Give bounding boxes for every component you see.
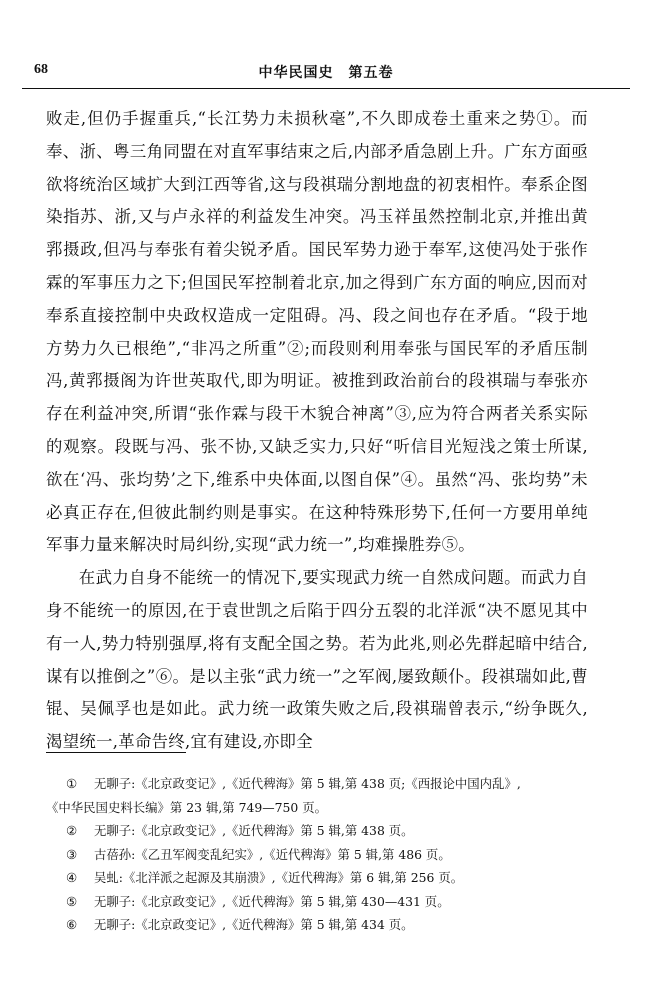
footnote-2: [46, 819, 588, 843]
footnote-mark: ④: [66, 870, 78, 885]
footnote-1-continuation: 《中华民国史料长编》第 23 辑,第 749—750 页。: [46, 799, 328, 815]
footnote-6: [46, 913, 588, 937]
header-rule: [22, 88, 630, 89]
footnote-text: 无聊子:《北京政变记》,《近代稗海》第 5 辑,第 430—431 页。: [94, 893, 450, 909]
body-text: [46, 103, 588, 759]
footnote-text: 吴虬:《北洋派之起源及其崩溃》,《近代稗海》第 6 辑,第 256 页。: [94, 870, 464, 885]
paragraph-1: 败走,但仍手握重兵,“长江势力未损秋毫”,不久即成卷土重来之势①。而奉、浙、粤三角同盟在对直军事结束之后,内部矛盾急剧上升。广东方面亟欲将统治区域扩大到江西等省,这与段祺瑞分割地盘的初衷相忤。奉系企图染指苏、浙,又与卢永祥的利益发生冲突。冯玉祥虽然控制北京,并推出黄郛摄政,但冯与奉张有着尖锐矛盾。国民军势力逊于奉军,这使冯处于张作霖的军事压力之下;但国民军控制着北京,加之得到广东方面的响应,因而对奉系直接控制中央政权造成一定阻碍。冯、段之间也存在矛盾。“段于地方势力久已根绝”,“非冯之所重”②;而段则利用奉张与国民军的矛盾压制冯,黄郛摄阁为许世英取代,即为明证。被推到政治前台的段祺瑞与奉张亦存在利益冲突,所谓“张作霖与段干木貌合神离”③,应为符合两者关系实际的观察。段既与冯、张不协,又缺乏实力,只好“听信目光短浅之策士所谋,欲在‘冯、张均势’之下,维系中央体面,以图自保”④。虽然“冯、张均势”未必真正存在,但彼此制约则是事实。在这种特殊形势下,任何一方要用单纯军事力量来解决时局纠纷,实现“武力统一”,均难操胜券⑤。: [46, 109, 588, 555]
footnote-3: [46, 843, 588, 867]
footnote-text: 古蓓孙:《乙丑军阀变乱纪实》,《近代稗海》第 5 辑,第 486 页。: [94, 846, 451, 862]
footnote-rule: [46, 752, 186, 753]
page-header: [18, 62, 634, 84]
footnote-mark: ⑥: [66, 917, 78, 932]
footnote-text: 无聊子:《北京政变记》,《近代稗海》第 5 辑,第 434 页。: [94, 917, 414, 932]
footnote-4: [46, 866, 588, 890]
footnote-mark: ①: [66, 776, 78, 791]
footnote-text: 无聊子:《北京政变记》,《近代稗海》第 5 辑,第 438 页;《西报论中国内乱》,: [94, 776, 521, 791]
footnotes: [46, 772, 588, 937]
footnote-mark: ⑤: [66, 893, 78, 909]
page-number: 68: [34, 62, 48, 77]
footnote-text: 无聊子:《北京政变记》,《近代稗海》第 5 辑,第 438 页。: [94, 823, 414, 838]
footnote-mark: ③: [66, 846, 78, 862]
paragraph-2: 在武力自身不能统一的情况下,要实现武力统一自然成问题。而武力自身不能统一的原因,在于袁世凯之后陷于四分五裂的北洋派“决不愿见其中有一人,势力特别强厚,将有支配全国之势。若为此兆,则必先群起暗中结合,谋有以推倒之”⑥。是以主张“武力统一”之军阀,屡致颠仆。段祺瑞如此,曹锟、吴佩孚也是如此。武力统一政策失败之后,段祺瑞曾表示,“纷争既久,渴望统一,革命告终,宜有建设,亦即全: [46, 568, 588, 752]
footnote-5: [46, 890, 588, 914]
footnote-mark: ②: [66, 823, 78, 838]
running-title: 中华民国史 第五卷: [258, 65, 394, 81]
footnote-1: [46, 772, 588, 796]
